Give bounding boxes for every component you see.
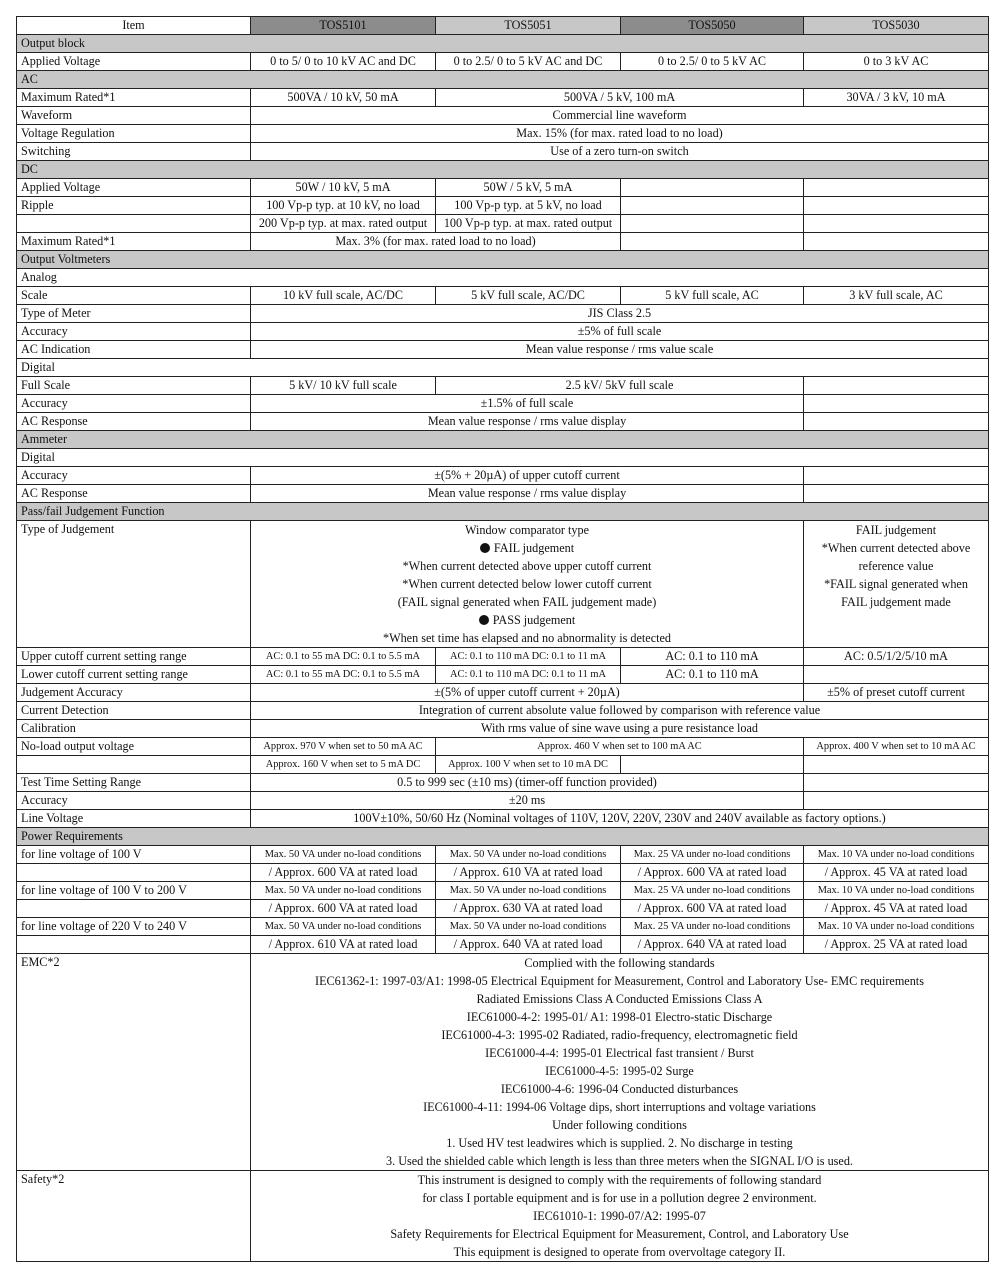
judgement-line: FAIL judgement <box>855 523 937 537</box>
judgement-line: PASS judgement <box>255 611 799 629</box>
cell-tos5051: / Approx. 640 VA at rated load <box>436 936 621 954</box>
row-lower-cutoff <box>17 666 989 684</box>
row-analog: Analog <box>17 269 989 287</box>
row-power-100-200-top <box>17 882 989 900</box>
cell-all: 100V±10%, 50/60 Hz (Nominal voltages of 110V, 120V, 220V, 230V and 240V available as factory options.) <box>251 810 989 828</box>
row-label: Current Detection <box>17 702 251 720</box>
row-label: Upper cutoff current setting range <box>17 648 251 666</box>
row-ac-response <box>17 413 989 431</box>
emc-line: Under following conditions <box>552 1118 687 1132</box>
cell-tos5030: 3 kV full scale, AC <box>804 287 989 305</box>
cell-tos5030 <box>804 215 989 233</box>
emc-line: IEC61000-4-11: 1994-06 Voltage dips, short interruptions and voltage variations <box>423 1100 816 1114</box>
row-label: Switching <box>17 143 251 161</box>
row-label: Safety*2 <box>17 1171 251 1262</box>
cell-tos5101: / Approx. 610 VA at rated load <box>251 936 436 954</box>
cell-tos5101: Approx. 160 V when set to 5 mA DC <box>251 756 436 774</box>
safety-cell <box>251 1171 989 1262</box>
row-applied-voltage <box>17 53 989 71</box>
row-label: Applied Voltage <box>17 179 251 197</box>
cell-tos5101: / Approx. 600 VA at rated load <box>251 900 436 918</box>
row-dc-max-rated <box>17 233 989 251</box>
row-line-voltage <box>17 810 989 828</box>
cell-all: Max. 15% (for max. rated load to no load) <box>251 125 989 143</box>
row-label-cont <box>17 756 251 774</box>
row-ammeter-accuracy <box>17 467 989 485</box>
cell-all: JIS Class 2.5 <box>251 305 989 323</box>
row-power-100-bottom <box>17 864 989 882</box>
cell-all: Integration of current absolute value followed by comparison with reference value <box>251 702 989 720</box>
cell-tos5030: 30VA / 3 kV, 10 mA <box>804 89 989 107</box>
row-label-cont <box>17 936 251 954</box>
cell-tos5030: Max. 10 VA under no-load conditions <box>804 882 989 900</box>
emc-line: IEC61000-4-3: 1995-02 Radiated, radio-frequency, electromagnetic field <box>441 1028 798 1042</box>
row-scale <box>17 287 989 305</box>
cell-tos5050 <box>621 756 804 774</box>
row-safety <box>17 1171 989 1262</box>
cell-tos5101: Max. 50 VA under no-load conditions <box>251 846 436 864</box>
row-test-time <box>17 774 989 792</box>
cell-tos5101: AC: 0.1 to 55 mA DC: 0.1 to 5.5 mA <box>251 648 436 666</box>
row-label: Calibration <box>17 720 251 738</box>
row-label: No-load output voltage <box>17 738 251 756</box>
judgement-line: *When current detected below lower cutoff current <box>402 577 652 591</box>
row-no-load-2 <box>17 756 989 774</box>
row-dc-applied-voltage <box>17 179 989 197</box>
safety-line: This equipment is designed to operate from overvoltage category II. <box>453 1245 786 1259</box>
section-pass-fail: Pass/fail Judgement Function <box>17 503 989 521</box>
judgement-tos5030-cell <box>804 521 989 648</box>
row-digital-accuracy <box>17 395 989 413</box>
cell-tos5101-5050: ±20 ms <box>251 792 804 810</box>
judgement-line: *FAIL signal generated when <box>824 577 968 591</box>
row-label-cont <box>17 900 251 918</box>
cell-tos5101: / Approx. 600 VA at rated load <box>251 864 436 882</box>
row-label: Maximum Rated*1 <box>17 89 251 107</box>
row-label: Applied Voltage <box>17 53 251 71</box>
cell-tos5101-5050: ±(5% + 20µA) of upper cutoff current <box>251 467 804 485</box>
row-emc <box>17 954 989 1171</box>
cell-tos5101: Approx. 970 V when set to 50 mA AC <box>251 738 436 756</box>
cell-tos5051: 0 to 2.5/ 0 to 5 kV AC and DC <box>436 53 621 71</box>
cell-tos5030: Max. 10 VA under no-load conditions <box>804 918 989 936</box>
header-model-tos5030: TOS5030 <box>804 17 989 35</box>
row-power-100-200-bottom <box>17 900 989 918</box>
cell-tos5051: Approx. 100 V when set to 10 mA DC <box>436 756 621 774</box>
row-label: Accuracy <box>17 792 251 810</box>
cell-all: Commercial line waveform <box>251 107 989 125</box>
cell-tos5050: / Approx. 600 VA at rated load <box>621 900 804 918</box>
cell-tos5030: Max. 10 VA under no-load conditions <box>804 846 989 864</box>
row-no-load-1 <box>17 738 989 756</box>
cell-tos5051: Max. 50 VA under no-load conditions <box>436 882 621 900</box>
row-label: Test Time Setting Range <box>17 774 251 792</box>
cell-tos5050 <box>621 233 804 251</box>
row-label: for line voltage of 220 V to 240 V <box>17 918 251 936</box>
row-label-cont <box>17 215 251 233</box>
row-label: AC Response <box>17 485 251 503</box>
judgement-main-cell <box>251 521 804 648</box>
section-ac: AC <box>17 71 989 89</box>
cell-tos5051: 100 Vp-p typ. at max. rated output <box>436 215 621 233</box>
emc-line: Radiated Emissions Class A Conducted Emissions Class A <box>476 992 763 1006</box>
row-label: Judgement Accuracy <box>17 684 251 702</box>
cell-tos5030: / Approx. 25 VA at rated load <box>804 936 989 954</box>
section-ammeter: Ammeter <box>17 431 989 449</box>
row-label: Accuracy <box>17 395 251 413</box>
cell-tos5101: Max. 50 VA under no-load conditions <box>251 918 436 936</box>
cell-all: Mean value response / rms value scale <box>251 341 989 359</box>
cell-tos5050: Max. 25 VA under no-load conditions <box>621 882 804 900</box>
row-label: Scale <box>17 287 251 305</box>
cell-tos5101: Max. 50 VA under no-load conditions <box>251 882 436 900</box>
row-analog-accuracy <box>17 323 989 341</box>
cell-tos5030 <box>804 792 989 810</box>
cell-tos5050: Max. 25 VA under no-load conditions <box>621 846 804 864</box>
emc-cell <box>251 954 989 1171</box>
row-label: Accuracy <box>17 467 251 485</box>
cell-tos5030 <box>804 377 989 395</box>
cell-tos5030 <box>804 756 989 774</box>
safety-line: Safety Requirements for Electrical Equipment for Measurement, Control, and Laboratory Use <box>390 1227 849 1241</box>
cell-tos5050 <box>621 215 804 233</box>
row-test-accuracy <box>17 792 989 810</box>
row-current-detection <box>17 702 989 720</box>
row-voltage-regulation <box>17 125 989 143</box>
judgement-line: *When set time has elapsed and no abnormality is detected <box>382 631 671 645</box>
cell-tos5030 <box>804 233 989 251</box>
cell-all: With rms value of sine wave using a pure resistance load <box>251 720 989 738</box>
cell-tos5101: 5 kV/ 10 kV full scale <box>251 377 436 395</box>
cell-tos5101: AC: 0.1 to 55 mA DC: 0.1 to 5.5 mA <box>251 666 436 684</box>
row-power-220-240-top <box>17 918 989 936</box>
cell-tos5051: 5 kV full scale, AC/DC <box>436 287 621 305</box>
row-power-220-240-bottom <box>17 936 989 954</box>
cell-tos5050: / Approx. 640 VA at rated load <box>621 936 804 954</box>
row-waveform <box>17 107 989 125</box>
cell-tos5101: 10 kV full scale, AC/DC <box>251 287 436 305</box>
cell-tos5101: 500VA / 10 kV, 50 mA <box>251 89 436 107</box>
spec-table <box>16 16 989 1262</box>
header-model-tos5101: TOS5101 <box>251 17 436 35</box>
row-power-100-top <box>17 846 989 864</box>
row-digital: Digital <box>17 359 989 377</box>
cell-tos5050: AC: 0.1 to 110 mA <box>621 666 804 684</box>
cell-tos5101-5050: ±1.5% of full scale <box>251 395 804 413</box>
section-output-voltmeters: Output Voltmeters <box>17 251 989 269</box>
judgement-line: (FAIL signal generated when FAIL judgement made) <box>397 595 657 609</box>
row-label-cont <box>17 864 251 882</box>
row-label: Accuracy <box>17 323 251 341</box>
cell-tos5030 <box>804 485 989 503</box>
emc-line: IEC61362-1: 1997-03/A1: 1998-05 Electrical Equipment for Measurement, Control and Laboratory Use- EMC requirements <box>315 974 924 988</box>
row-label: Type of Judgement <box>17 521 251 648</box>
row-upper-cutoff <box>17 648 989 666</box>
cell-tos5030 <box>804 774 989 792</box>
row-type-of-meter <box>17 305 989 323</box>
cell-tos5030 <box>804 467 989 485</box>
row-label: AC Response <box>17 413 251 431</box>
header-item: Item <box>17 17 251 35</box>
emc-line: IEC61000-4-6: 1996-04 Conducted disturbances <box>500 1082 739 1096</box>
cell-tos5050: / Approx. 600 VA at rated load <box>621 864 804 882</box>
cell-tos5030: AC: 0.5/1/2/5/10 mA <box>804 648 989 666</box>
row-label: Waveform <box>17 107 251 125</box>
row-type-of-judgement <box>17 521 989 648</box>
cell-all: Use of a zero turn-on switch <box>251 143 989 161</box>
section-power-requirements: Power Requirements <box>17 828 989 846</box>
row-label: EMC*2 <box>17 954 251 1171</box>
emc-line: Complied with the following standards <box>524 956 715 970</box>
row-label: Voltage Regulation <box>17 125 251 143</box>
cell-tos5030 <box>804 179 989 197</box>
cell-tos5051: AC: 0.1 to 110 mA DC: 0.1 to 11 mA <box>436 666 621 684</box>
cell-tos5101: 100 Vp-p typ. at 10 kV, no load <box>251 197 436 215</box>
cell-tos5101-5051: Max. 3% (for max. rated load to no load) <box>251 233 621 251</box>
cell-tos5051: Max. 50 VA under no-load conditions <box>436 918 621 936</box>
cell-tos5030: / Approx. 45 VA at rated load <box>804 864 989 882</box>
row-ammeter-digital: Digital <box>17 449 989 467</box>
section-dc: DC <box>17 161 989 179</box>
cell-tos5101: 0 to 5/ 0 to 10 kV AC and DC <box>251 53 436 71</box>
row-label: AC Indication <box>17 341 251 359</box>
cell-tos5050 <box>621 197 804 215</box>
cell-tos5051-5050: 2.5 kV/ 5kV full scale <box>436 377 804 395</box>
cell-tos5030 <box>804 666 989 684</box>
cell-tos5050 <box>621 179 804 197</box>
cell-tos5101-5050: Mean value response / rms value display <box>251 485 804 503</box>
header-model-tos5050: TOS5050 <box>621 17 804 35</box>
cell-tos5051: AC: 0.1 to 110 mA DC: 0.1 to 11 mA <box>436 648 621 666</box>
cell-tos5051: 50W / 5 kV, 5 mA <box>436 179 621 197</box>
row-label: Type of Meter <box>17 305 251 323</box>
row-label: Ripple <box>17 197 251 215</box>
cell-tos5051-5050: 500VA / 5 kV, 100 mA <box>436 89 804 107</box>
row-ammeter-ac-response <box>17 485 989 503</box>
cell-tos5051: 100 Vp-p typ. at 5 kV, no load <box>436 197 621 215</box>
header-model-tos5051: TOS5051 <box>436 17 621 35</box>
row-label: for line voltage of 100 V <box>17 846 251 864</box>
row-calibration <box>17 720 989 738</box>
safety-line: for class I portable equipment and is for use in a pollution degree 2 environment. <box>422 1191 817 1205</box>
cell-tos5101: 50W / 10 kV, 5 mA <box>251 179 436 197</box>
cell-tos5030: 0 to 3 kV AC <box>804 53 989 71</box>
judgement-line: FAIL judgement <box>255 539 799 557</box>
row-full-scale <box>17 377 989 395</box>
cell-tos5030: / Approx. 45 VA at rated load <box>804 900 989 918</box>
cell-tos5050: 5 kV full scale, AC <box>621 287 804 305</box>
header-row <box>17 17 989 35</box>
emc-line: 1. Used HV test leadwires which is supplied. 2. No discharge in testing <box>446 1136 793 1150</box>
cell-tos5051: Max. 50 VA under no-load conditions <box>436 846 621 864</box>
cell-tos5030: ±5% of preset cutoff current <box>804 684 989 702</box>
row-ac-indication <box>17 341 989 359</box>
row-label: Full Scale <box>17 377 251 395</box>
emc-line: IEC61000-4-4: 1995-01 Electrical fast transient / Burst <box>485 1046 754 1060</box>
judgement-line: *When current detected above <box>821 541 971 555</box>
judgement-line: reference value <box>858 559 934 573</box>
bullet-icon <box>480 543 490 553</box>
cell-tos5101-5050: ±(5% of upper cutoff current + 20µA) <box>251 684 804 702</box>
row-label: for line voltage of 100 V to 200 V <box>17 882 251 900</box>
emc-line: IEC61000-4-5: 1995-02 Surge <box>545 1064 694 1078</box>
row-ac-max-rated <box>17 89 989 107</box>
row-label: Maximum Rated*1 <box>17 233 251 251</box>
safety-line: This instrument is designed to comply with the requirements of following standard <box>417 1173 822 1187</box>
row-label: Lower cutoff current setting range <box>17 666 251 684</box>
cell-tos5051: / Approx. 610 VA at rated load <box>436 864 621 882</box>
row-switching <box>17 143 989 161</box>
safety-line: IEC61010-1: 1990-07/A2: 1995-07 <box>533 1209 706 1223</box>
judgement-line: FAIL judgement made <box>841 595 951 609</box>
cell-tos5101-5050: 0.5 to 999 sec (±10 ms) (timer-off function provided) <box>251 774 804 792</box>
emc-line: IEC61000-4-2: 1995-01/ A1: 1998-01 Electro-static Discharge <box>466 1010 773 1024</box>
cell-all: ±5% of full scale <box>251 323 989 341</box>
row-ripple-2 <box>17 215 989 233</box>
bullet-icon <box>479 615 489 625</box>
cell-tos5051: / Approx. 630 VA at rated load <box>436 900 621 918</box>
section-output-block: Output block <box>17 35 989 53</box>
judgement-line: Window comparator type <box>464 523 590 537</box>
cell-tos5030 <box>804 395 989 413</box>
cell-tos5050: AC: 0.1 to 110 mA <box>621 648 804 666</box>
cell-tos5101: 200 Vp-p typ. at max. rated output <box>251 215 436 233</box>
cell-tos5050: Max. 25 VA under no-load conditions <box>621 918 804 936</box>
row-ripple-1 <box>17 197 989 215</box>
cell-tos5030: Approx. 400 V when set to 10 mA AC <box>804 738 989 756</box>
cell-tos5050: 0 to 2.5/ 0 to 5 kV AC <box>621 53 804 71</box>
cell-tos5051-5050: Approx. 460 V when set to 100 mA AC <box>436 738 804 756</box>
row-judgement-accuracy <box>17 684 989 702</box>
cell-tos5101-5050: Mean value response / rms value display <box>251 413 804 431</box>
judgement-line: *When current detected above upper cutoff current <box>402 559 652 573</box>
row-label: Line Voltage <box>17 810 251 828</box>
cell-tos5030 <box>804 197 989 215</box>
emc-line: 3. Used the shielded cable which length is less than three meters when the SIGNAL I/O is used. <box>386 1154 853 1168</box>
cell-tos5030 <box>804 413 989 431</box>
